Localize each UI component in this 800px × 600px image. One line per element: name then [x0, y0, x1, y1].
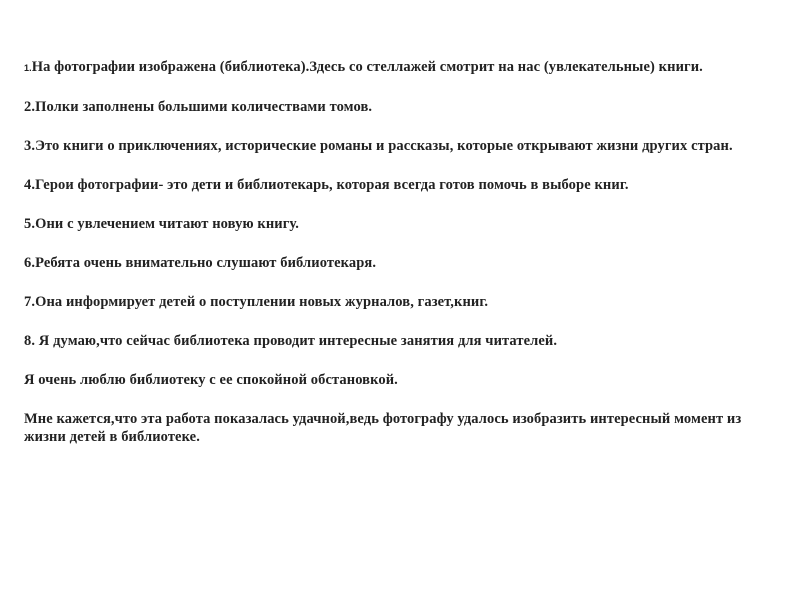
paragraph-6: 6.Ребята очень внимательно слушают библиотекаря. [24, 255, 377, 271]
paragraph-10: Мне кажется,что эта работа показалась удачной,ведь фотографу удалось изобразить интересный момент из жизни детей в библиотеке. [24, 411, 742, 445]
paragraph-8: 8. Я думаю,что сейчас библиотека проводит интересные занятия для читателей. [24, 333, 558, 349]
paragraph-3: 3.Это книги о приключениях, исторические романы и рассказы, которые открывают жизни других стран. [24, 138, 733, 154]
paragraph-5: 5.Они с увлечением читают новую книгу. [24, 216, 300, 232]
document-body [24, 58, 784, 467]
paragraph-1-text: На фотографии изображена (библиотека).Здесь со стеллажей смотрит на нас (увлекательные) книги. [31, 59, 703, 75]
paragraph-7: 7.Она информирует детей о поступлении новых журналов, газет,книг. [24, 294, 489, 310]
paragraph-2: 2.Полки заполнены большими количествами томов. [24, 99, 373, 115]
paragraph-4: 4.Герои фотографии- это дети и библиотекарь, которая всегда готов помочь в выборе книг. [24, 177, 629, 193]
paragraph-1 [24, 58, 784, 77]
paragraph-9: Я очень люблю библиотеку с ее спокойной обстановкой. [24, 372, 398, 388]
paragraph-1-number: 1. [24, 63, 32, 73]
